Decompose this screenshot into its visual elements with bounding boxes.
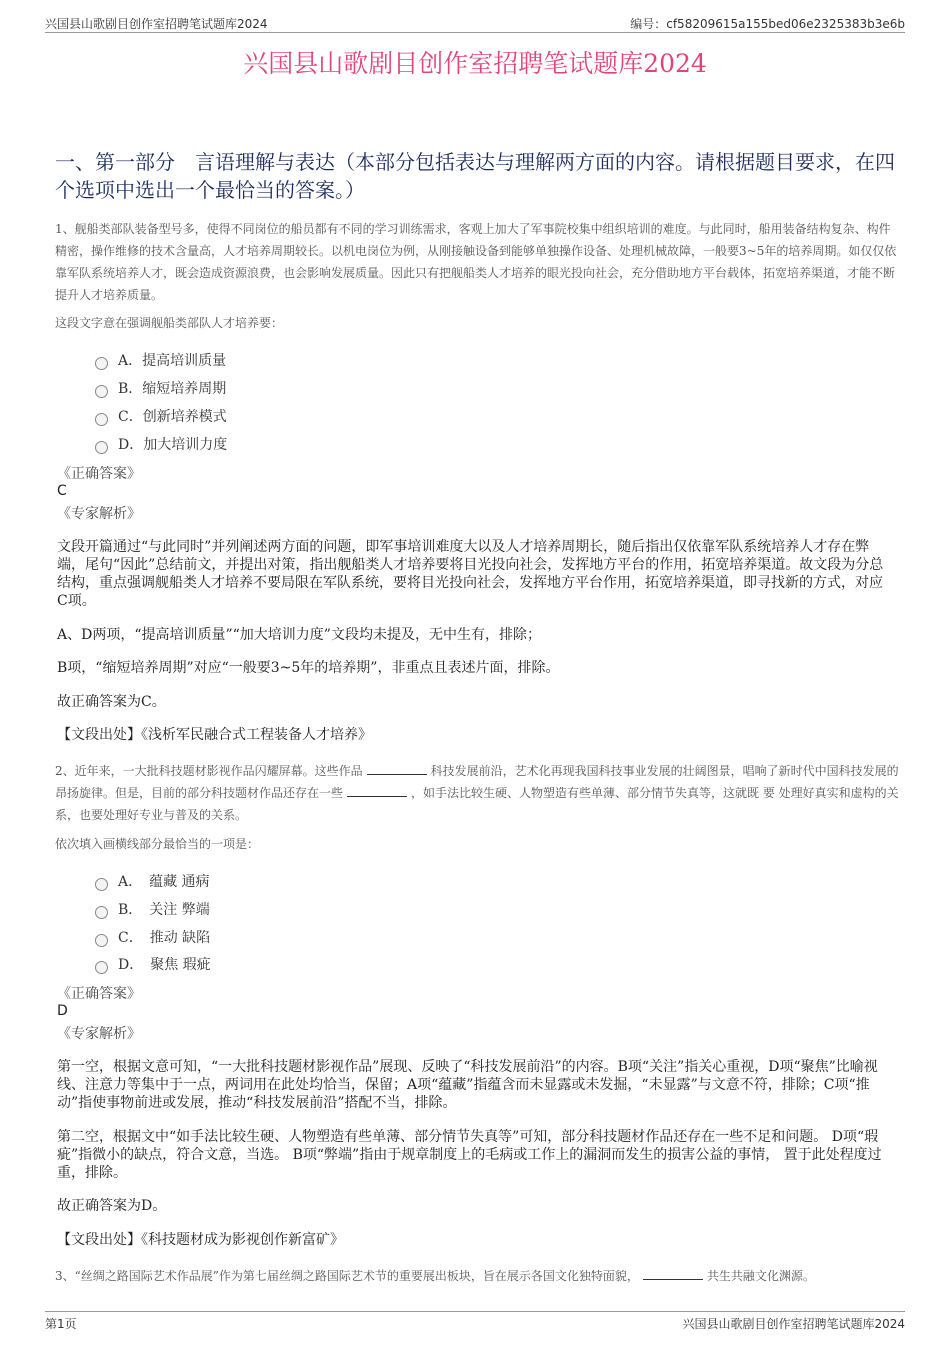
- q1-option-d[interactable]: D．加大培训力度: [95, 433, 227, 455]
- q2-explanation-2: 第二空，根据文中“如手法比较生硬、人物塑造有些单薄、部分情节失真等”可知，部分科技题材作品还存在一些不足和问题。 D项“瑕疵”指微小的缺点，符合文意，当选。 B项“弊端”指由于规章制度上的毛病或工作上的漏洞而发生的损害公益的事情， 置于此处程度过重，排除。: [57, 1129, 882, 1181]
- answer-blank: [367, 764, 427, 775]
- q2-explanation-1: 第一空，根据文意可知，“一大批科技题材影视作品”展现、反映了“科技发展前沿”的内容。B项“关注”指关心重视，D项“聚焦”比喻视线、注意力等集中于一点，两词用在此处均恰当，保留；A项“蕴藏”指蕴含而未显露或未发掘，“未显露”与文意不符，排除；C项“推动”指使事物前进或发展，推动“科技发展前沿”搭配不当，排除。: [57, 1059, 878, 1111]
- radio-icon[interactable]: [95, 357, 108, 370]
- q1-explanation-3: B项，“缩短培养周期”对应“一般要3~5年的培养期”，非重点且表述片面，排除。: [57, 660, 560, 676]
- answer-blank: [347, 786, 407, 797]
- q3-stem: 3、“丝绸之路国际艺术作品展”作为第七届丝绸之路国际艺术节的重要展出板块，旨在展示各国文化独特面貌， 共生共融文化渊源。: [55, 1269, 815, 1283]
- radio-icon[interactable]: [95, 878, 108, 891]
- page-header: [45, 14, 905, 33]
- q1-answer-label: 《正确答案》: [57, 466, 141, 482]
- q1-option-a[interactable]: A．提高培训质量: [95, 349, 226, 371]
- q2-stem: 2、近年来，一大批科技题材影视作品闪耀屏幕。这些作品 科技发展前沿，艺术化再现我国科技事业发展的壮阔图景，唱响了新时代中国科技发展的昂扬旋律。但是，目前的部分科技题材作品还存在一些 ，如手法比较生硬、人物塑造有些单薄、部分情节失真等，这就既 要 处理好真实和虚构的关系，也要处理好专业与普及的关系。: [55, 764, 899, 822]
- q2-option-a[interactable]: A． 蕴藏 通病: [95, 870, 210, 892]
- q2-analysis-label: 《专家解析》: [57, 1026, 141, 1042]
- section-heading: 一、第一部分 言语理解与表达（本部分包括表达与理解两方面的内容。请根据题目要求，在四个选项中选出一个最恰当的答案。）: [55, 150, 895, 202]
- q1-explanation-2: A、D两项，“提高培训质量”“加大培训力度”文段均未提及，无中生有，排除；: [57, 627, 541, 643]
- radio-icon[interactable]: [95, 441, 108, 454]
- q1-answer: C: [57, 483, 67, 499]
- q2-option-c[interactable]: C． 推动 缺陷: [95, 926, 210, 948]
- footer-title: 兴国县山歌剧目创作室招聘笔试题库2024: [682, 1317, 905, 1331]
- radio-icon[interactable]: [95, 385, 108, 398]
- header-title: 兴国县山歌剧目创作室招聘笔试题库2024: [45, 17, 268, 31]
- q2-answer: D: [57, 1003, 68, 1019]
- page-footer: [45, 1311, 905, 1332]
- q2-option-d[interactable]: D． 聚焦 瑕疵: [95, 953, 211, 975]
- q2-explanation-3: 故正确答案为D。: [57, 1198, 167, 1214]
- q2-option-b[interactable]: B． 关注 弊端: [95, 898, 210, 920]
- q1-question: 这段文字意在强调舰船类部队人才培养要：: [55, 316, 284, 330]
- q1-option-c[interactable]: C．创新培养模式: [95, 405, 227, 427]
- q1-explanation-1: 文段开篇通过“与此同时”并列阐述两方面的问题，即军事培训难度大以及人才培养周期长，随后指出仅依靠军队系统培养人才存在弊端，尾句“因此”总结前文，并提出对策，指出舰船类人才培养要将目光投向社会，发挥地方平台的作用，拓宽培养渠道。故文段为分总结构，重点强调舰船类人才培养不要局限在军队系统，要将目光投向社会，发挥地方平台作用，拓宽培养渠道，即寻找新的方式，对应C项。: [57, 539, 884, 609]
- radio-icon[interactable]: [95, 934, 108, 947]
- q1-option-b[interactable]: B．缩短培养周期: [95, 377, 226, 399]
- radio-icon[interactable]: [95, 961, 108, 974]
- q2-source: 【文段出处】《科技题材成为影视创作新富矿》: [57, 1232, 344, 1248]
- header-doc-id: 编号：cf58209615a155bed06e2325383b3e6b: [630, 17, 905, 31]
- q1-analysis-label: 《专家解析》: [57, 506, 141, 522]
- q1-stem: 1、舰船类部队装备型号多，使得不同岗位的船员都有不同的学习训练需求，客观上加大了军事院校集中组织培训的难度。与此同时，船用装备结构复杂、构件精密，操作维修的技术含量高，人才培养周期较长。以机电岗位为例，从刚接触设备到能够单独操作设备、处理机械故障，一般要3~5年的培养周期。如仅仅依靠军队系统培养人才，既会造成资源浪费，也会影响发展质量。因此只有把舰船类人才培养的眼光投向社会，充分借助地方平台载体，拓宽培养渠道，才能不断提升人才培养质量。: [55, 222, 897, 302]
- page-number: 第1页: [45, 1317, 77, 1331]
- radio-icon[interactable]: [95, 413, 108, 426]
- q2-answer-label: 《正确答案》: [57, 986, 141, 1002]
- document-title: 兴国县山歌剧目创作室招聘笔试题库2024: [243, 49, 707, 78]
- q1-explanation-4: 故正确答案为C。: [57, 694, 166, 710]
- radio-icon[interactable]: [95, 906, 108, 919]
- answer-blank: [643, 1269, 703, 1280]
- q2-question: 依次填入画横线部分最恰当的一项是：: [55, 837, 260, 851]
- q1-source: 【文段出处】《浅析军民融合式工程装备人才培养》: [57, 727, 372, 743]
